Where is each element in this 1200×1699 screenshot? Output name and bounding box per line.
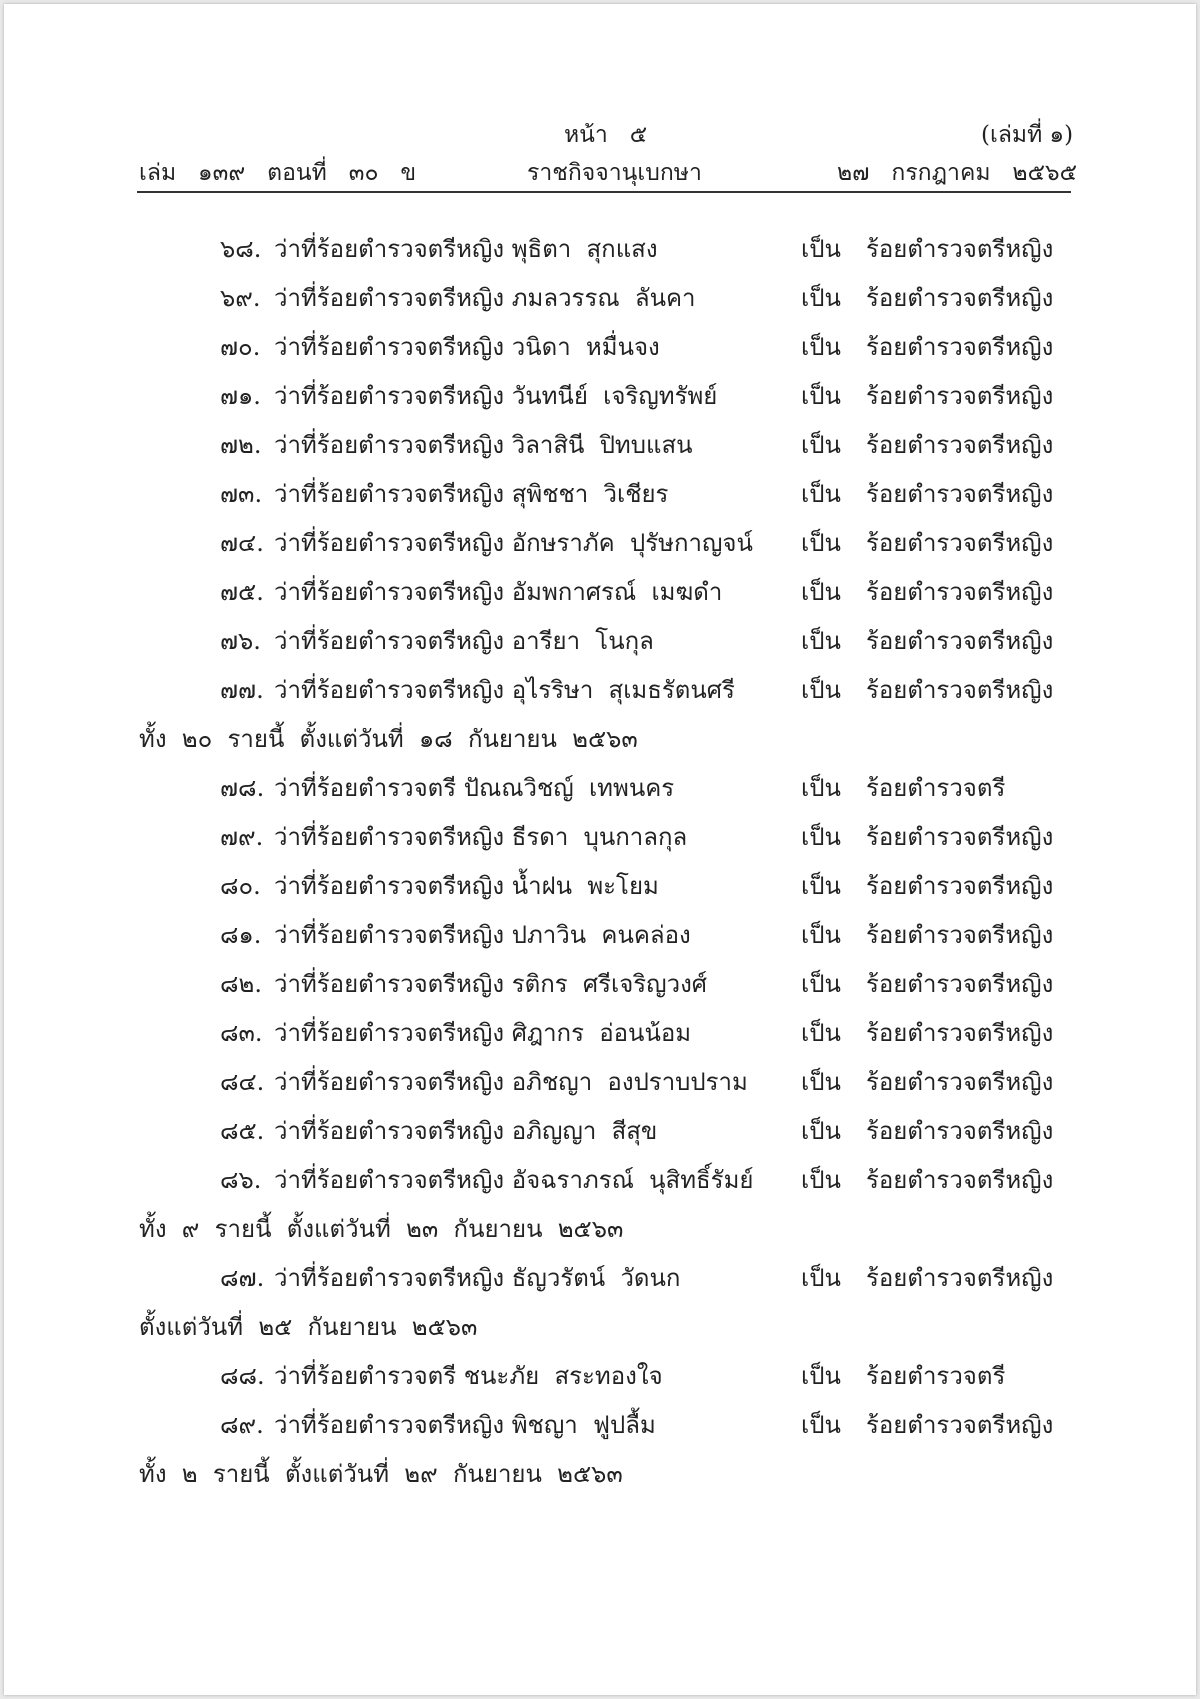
list-item (4, 323, 1196, 372)
entry-to: เป็น (801, 382, 841, 410)
entry-rank: ร้อยตำรวจตรีหญิง (866, 676, 1054, 704)
entry-name: ว่าที่ร้อยตำรวจตรีหญิง อภิญญา สีสุข (274, 1117, 658, 1145)
entry-rank: ร้อยตำรวจตรีหญิง (866, 1264, 1054, 1292)
list-item (4, 1156, 1196, 1205)
entry-name: ว่าที่ร้อยตำรวจตรีหญิง ภมลวรรณ ลันคา (274, 284, 696, 312)
document-page (4, 4, 1196, 1695)
entry-number: ๘๕. (220, 1117, 265, 1145)
list-item (4, 1401, 1196, 1450)
entry-to: เป็น (801, 921, 841, 949)
list-item (4, 470, 1196, 519)
entry-to: เป็น (801, 480, 841, 508)
entry-number: ๘๑. (220, 921, 262, 949)
entry-name: ว่าที่ร้อยตำรวจตรีหญิง วิลาสินี ปิทบแสน (274, 431, 693, 459)
list-item (4, 764, 1196, 813)
entry-number: ๘๗. (220, 1264, 265, 1292)
entry-to: เป็น (801, 578, 841, 606)
entry-to: เป็น (801, 1019, 841, 1047)
entry-name: ว่าที่ร้อยตำรวจตรีหญิง น้ำฝน พะโยม (274, 872, 659, 900)
entry-number: ๗๔. (220, 529, 264, 557)
list-item (4, 1107, 1196, 1156)
entry-number: ๗๖. (220, 627, 261, 655)
list-item (4, 617, 1196, 666)
gazette-title: ราชกิจจานุเบกษา (527, 160, 702, 186)
entry-name: ว่าที่ร้อยตำรวจตรีหญิง อักษราภัค ปุรัษกาญจน์ (274, 529, 753, 557)
issue-info: เล่ม ๑๓๙ ตอนที่ ๓๐ ข (139, 160, 417, 186)
entry-name: ว่าที่ร้อยตำรวจตรีหญิง ธีรดา บุนกาลกุล (274, 823, 688, 851)
list-item (4, 1254, 1196, 1303)
entry-number: ๗๗. (220, 676, 264, 704)
entry-number: ๗๙. (220, 823, 264, 851)
list-item (4, 911, 1196, 960)
entry-rank: ร้อยตำรวจตรีหญิง (866, 1019, 1054, 1047)
list-item (4, 862, 1196, 911)
entry-rank: ร้อยตำรวจตรีหญิง (866, 480, 1054, 508)
list-item (4, 568, 1196, 617)
entry-name: ว่าที่ร้อยตำรวจตรีหญิง อัมพกาศรณ์ เมฆดำ (274, 578, 723, 606)
entry-to: เป็น (801, 676, 841, 704)
entry-to: เป็น (801, 1264, 841, 1292)
entry-number: ๘๔. (220, 1068, 265, 1096)
entry-to: เป็น (801, 823, 841, 851)
entry-to: เป็น (801, 1068, 841, 1096)
entry-to: เป็น (801, 872, 841, 900)
entry-number: ๘๐. (220, 872, 261, 900)
entry-number: ๘๓. (220, 1019, 263, 1047)
entry-to: เป็น (801, 1362, 841, 1390)
entry-to: เป็น (801, 1411, 841, 1439)
list-item (4, 666, 1196, 715)
entry-rank: ร้อยตำรวจตรีหญิง (866, 382, 1054, 410)
entry-name: ว่าที่ร้อยตำรวจตรีหญิง อภิชญา องปราบปราม (274, 1068, 748, 1096)
list-item (4, 1058, 1196, 1107)
entry-name: ว่าที่ร้อยตำรวจตรีหญิง ศิฎากร อ่อนน้อม (274, 1019, 692, 1047)
entry-number: ๖๘. (220, 235, 262, 263)
entry-name: ว่าที่ร้อยตำรวจตรีหญิง รติกร ศรีเจริญวงศ์ (274, 970, 708, 998)
entry-rank: ร้อยตำรวจตรีหญิง (866, 627, 1054, 655)
entry-name: ว่าที่ร้อยตำรวจตรีหญิง ปภาวิน คนคล่อง (274, 921, 691, 949)
entry-name: ว่าที่ร้อยตำรวจตรีหญิง ธัญวรัตน์ วัดนก (274, 1264, 681, 1292)
header-divider (137, 191, 1071, 193)
entry-number: ๗๒. (220, 431, 262, 459)
entry-name: ว่าที่ร้อยตำรวจตรีหญิง อัจฉราภรณ์ นุสิทธิ์รัมย์ (274, 1166, 754, 1194)
list-item (4, 960, 1196, 1009)
effective-date-note: ทั้ง ๒๐ รายนี้ ตั้งแต่วันที่ ๑๘ กันยายน ๒๕๖๓ (139, 725, 638, 753)
entry-rank: ร้อยตำรวจตรีหญิง (866, 1411, 1054, 1439)
entry-to: เป็น (801, 284, 841, 312)
entry-number: ๗๑. (220, 382, 261, 410)
entry-to: เป็น (801, 431, 841, 459)
entry-number: ๘๙. (220, 1411, 264, 1439)
effective-date-note: ทั้ง ๙ รายนี้ ตั้งแต่วันที่ ๒๓ กันยายน ๒๕๖๓ (139, 1215, 624, 1243)
entry-rank: ร้อยตำรวจตรี (866, 774, 1006, 802)
effective-date-note: ทั้ง ๒ รายนี้ ตั้งแต่วันที่ ๒๙ กันยายน ๒๕๖๓ (139, 1460, 623, 1488)
entry-to: เป็น (801, 529, 841, 557)
entry-to: เป็น (801, 1166, 841, 1194)
entry-number: ๗๘. (220, 774, 265, 802)
entry-name: ว่าที่ร้อยตำรวจตรี ปัณณวิชญ์ เทพนคร (274, 774, 675, 802)
entry-number: ๖๙. (220, 284, 261, 312)
entry-to: เป็น (801, 970, 841, 998)
entry-rank: ร้อยตำรวจตรีหญิง (866, 235, 1054, 263)
entry-name: ว่าที่ร้อยตำรวจตรีหญิง วนิดา หมื่นจง (274, 333, 660, 361)
entry-rank: ร้อยตำรวจตรีหญิง (866, 1117, 1054, 1145)
entry-number: ๘๖. (220, 1166, 262, 1194)
entry-name: ว่าที่ร้อยตำรวจตรีหญิง พิชญา ฟูปลื้ม (274, 1411, 656, 1439)
entry-rank: ร้อยตำรวจตรีหญิง (866, 1166, 1054, 1194)
entry-to: เป็น (801, 235, 841, 263)
entry-name: ว่าที่ร้อยตำรวจตรีหญิง พุธิตา สุกแสง (274, 235, 658, 263)
entry-rank: ร้อยตำรวจตรีหญิง (866, 921, 1054, 949)
entry-rank: ร้อยตำรวจตรีหญิง (866, 431, 1054, 459)
list-item (4, 813, 1196, 862)
entry-number: ๘๒. (220, 970, 262, 998)
entry-number: ๗๓. (220, 480, 263, 508)
entry-to: เป็น (801, 774, 841, 802)
entry-rank: ร้อยตำรวจตรีหญิง (866, 1068, 1054, 1096)
entry-rank: ร้อยตำรวจตรีหญิง (866, 872, 1054, 900)
entry-name: ว่าที่ร้อยตำรวจตรีหญิง วันทนีย์ เจริญทรัพย์ (274, 382, 718, 410)
entry-rank: ร้อยตำรวจตรีหญิง (866, 578, 1054, 606)
list-item (4, 421, 1196, 470)
entry-number: ๗๐. (220, 333, 261, 361)
entry-rank: ร้อยตำรวจตรี (866, 1362, 1006, 1390)
entry-rank: ร้อยตำรวจตรีหญิง (866, 529, 1054, 557)
entry-number: ๘๘. (220, 1362, 265, 1390)
page-number: หน้า ๕ (564, 122, 648, 148)
entry-name: ว่าที่ร้อยตำรวจตรีหญิง สุพิชชา วิเชียร (274, 480, 669, 508)
entry-to: เป็น (801, 1117, 841, 1145)
list-item (4, 225, 1196, 274)
issue-date: ๒๗ กรกฎาคม ๒๕๖๕ (837, 160, 1078, 186)
entry-to: เป็น (801, 627, 841, 655)
entry-rank: ร้อยตำรวจตรีหญิง (866, 284, 1054, 312)
effective-date-note: ตั้งแต่วันที่ ๒๕ กันยายน ๒๕๖๓ (139, 1313, 478, 1341)
list-item (4, 1352, 1196, 1401)
entry-to: เป็น (801, 333, 841, 361)
entry-name: ว่าที่ร้อยตำรวจตรี ชนะภัย สระทองใจ (274, 1362, 663, 1390)
entry-rank: ร้อยตำรวจตรีหญิง (866, 823, 1054, 851)
entry-name: ว่าที่ร้อยตำรวจตรีหญิง อุไรริษา สุเมธรัตนศรี (274, 676, 735, 704)
book-number: (เล่มที่ ๑) (981, 122, 1074, 148)
list-item (4, 519, 1196, 568)
list-item (4, 274, 1196, 323)
entry-number: ๗๕. (220, 578, 264, 606)
entry-rank: ร้อยตำรวจตรีหญิง (866, 333, 1054, 361)
entry-rank: ร้อยตำรวจตรีหญิง (866, 970, 1054, 998)
list-item (4, 1009, 1196, 1058)
list-item (4, 372, 1196, 421)
entry-name: ว่าที่ร้อยตำรวจตรีหญิง อารียา โนกุล (274, 627, 654, 655)
